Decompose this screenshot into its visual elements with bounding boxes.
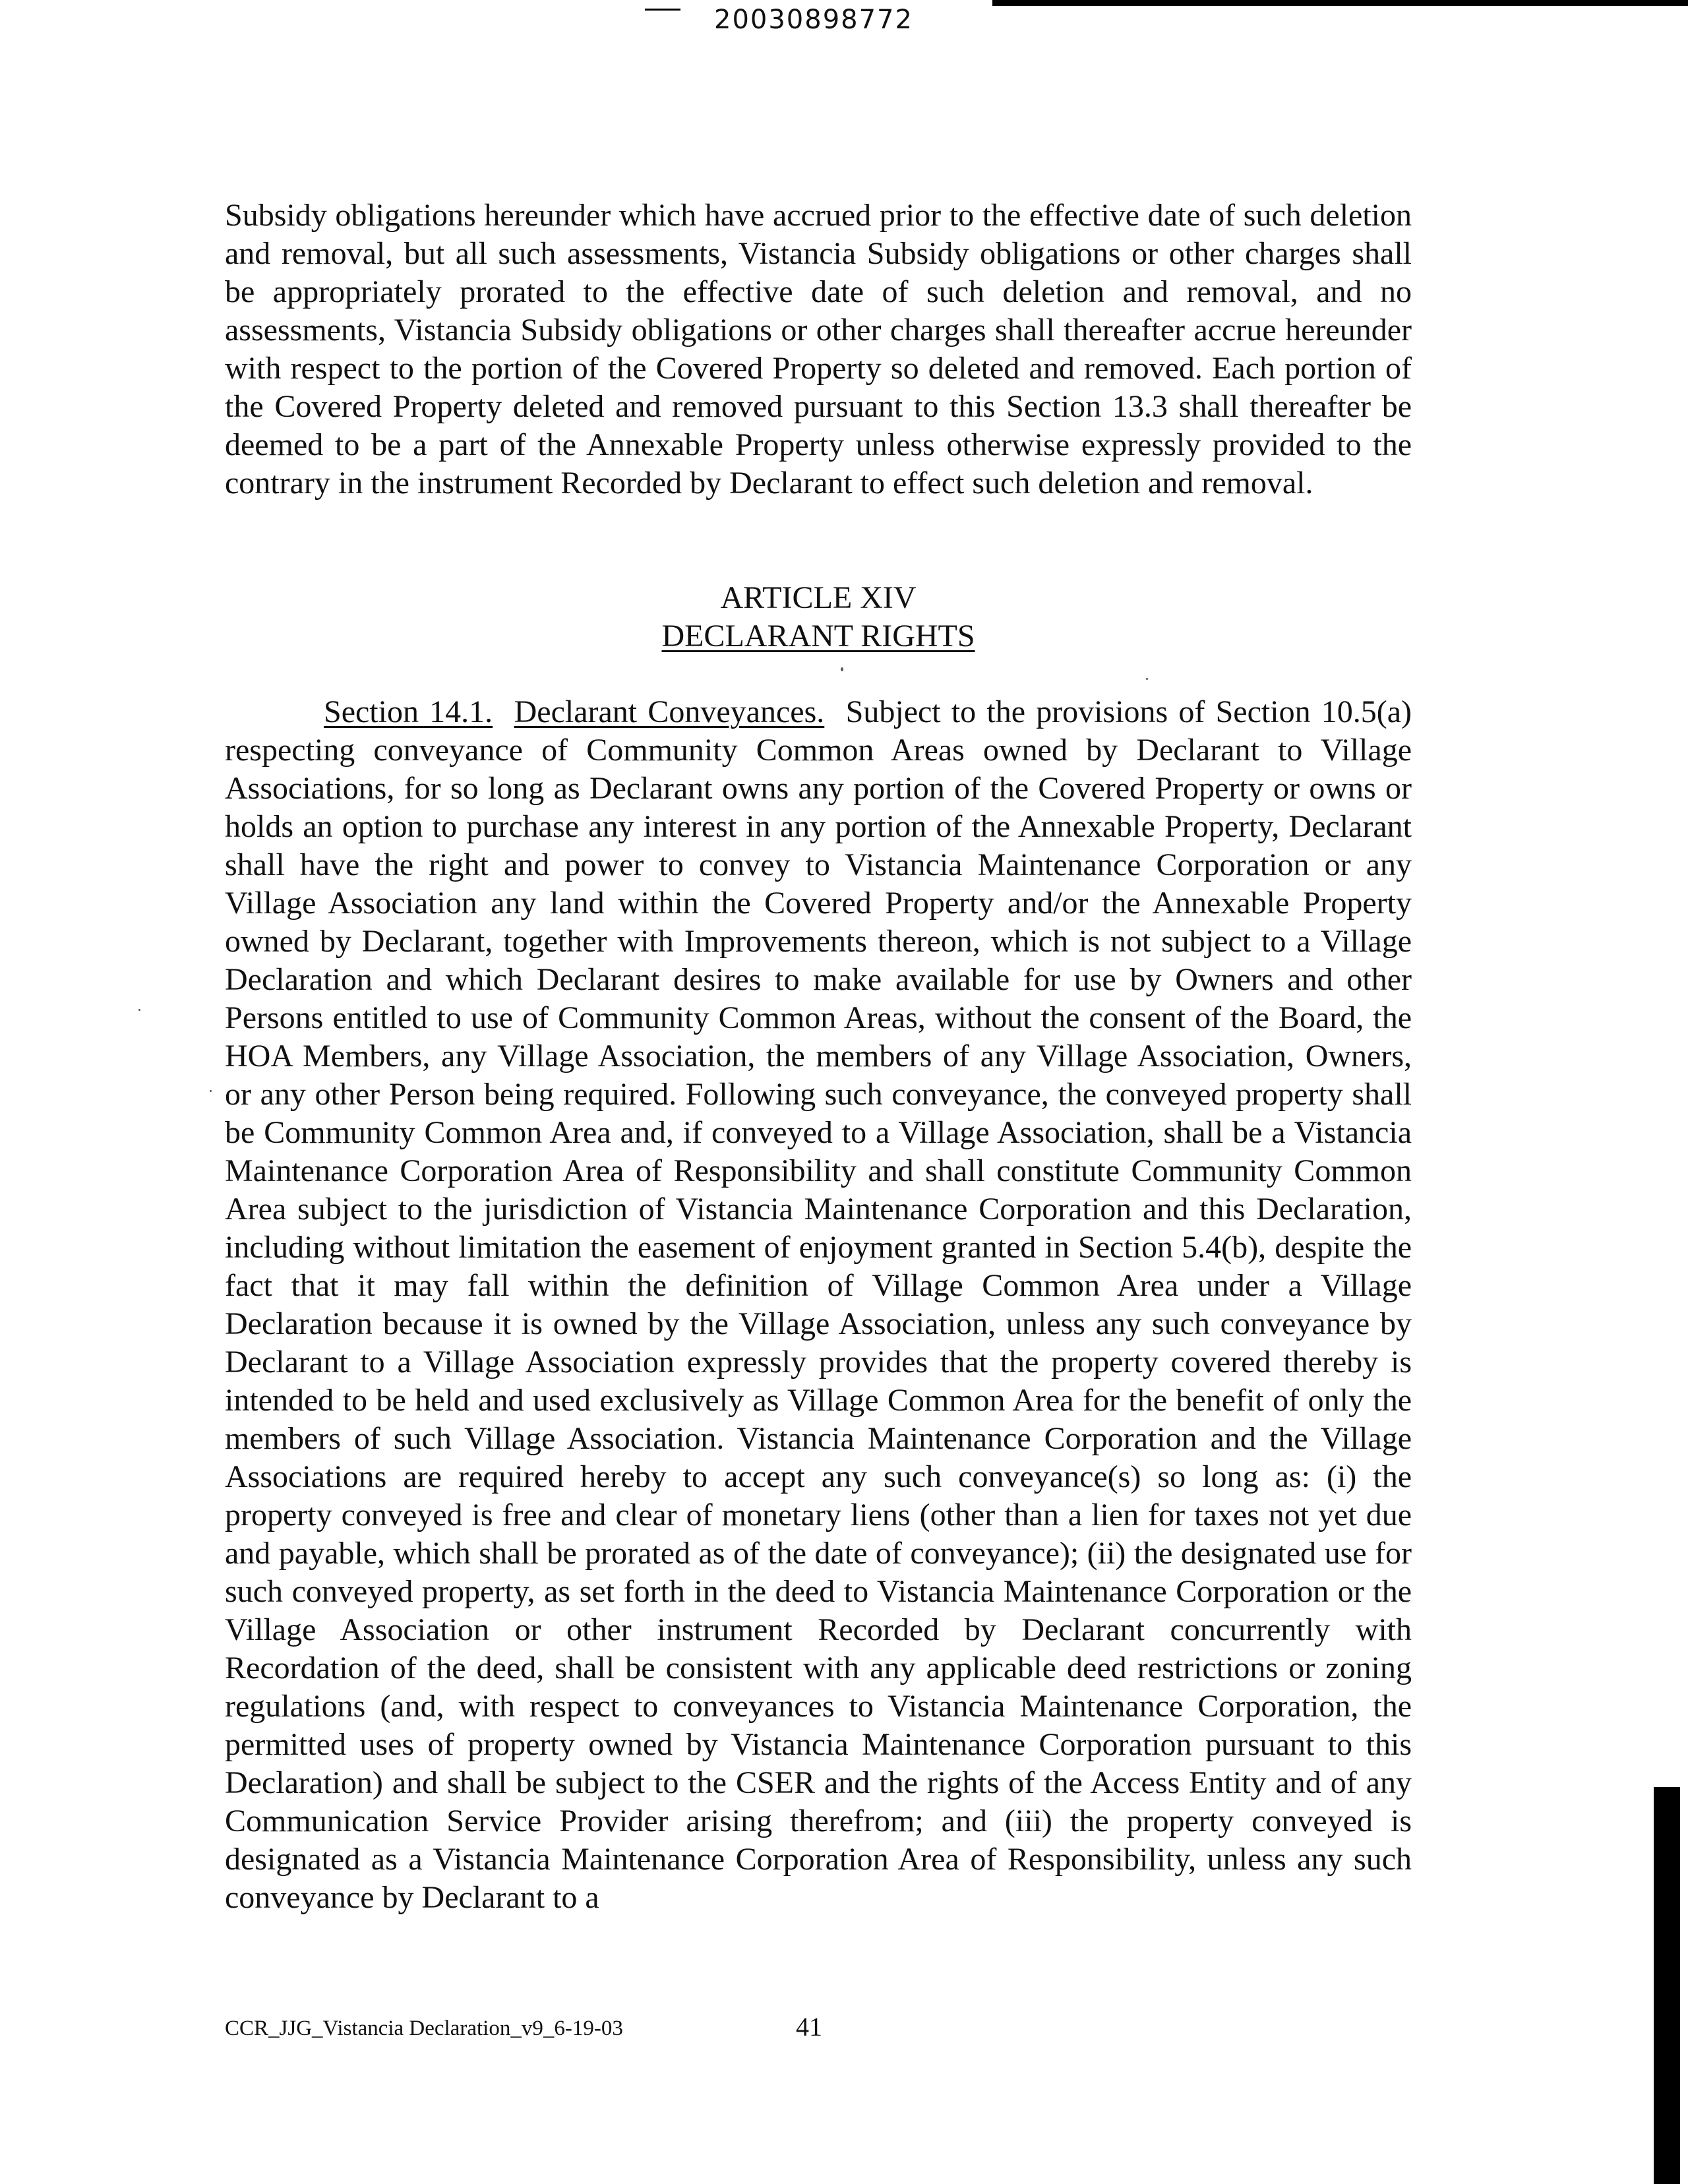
continuation-paragraph: Subsidy obligations hereunder which have accrued prior to the effective date of such deletion and removal, but all such assessments, Vistancia Subsidy obligations or other charges shall be appropriately prorated to the effective date of such deletion and removal, and no assessments, Vistancia Subsidy obligations or other charges shall thereafter accrue hereunder with respect to the portion of the Covered Property so deleted and removed. Each portion of the Covered Property deleted and removed pursuant to this Section 13.3 shall thereafter be deemed to be a part of the Annexable Property unless otherwise expressly provided to the contrary in the instrument Recorded by Declarant to effect such deletion and removal. <box>225 198 1412 501</box>
scan-speck <box>210 1090 212 1092</box>
scan-speck <box>1146 678 1148 680</box>
scan-speck <box>841 667 843 671</box>
article-number: ARTICLE XIV <box>720 580 917 615</box>
scan-speck <box>138 1009 140 1011</box>
recording-number: 20030898772 <box>714 5 913 35</box>
section-title: Declarant Conveyances. <box>514 694 825 729</box>
footer-page-number: 41 <box>796 2012 822 2042</box>
section-14-1-paragraph <box>225 693 1412 1917</box>
scan-right-edge <box>1654 1787 1680 2184</box>
footer-file-name: CCR_JJG_Vistancia Declaration_v9_6-19-03 <box>225 2017 623 2040</box>
section-text: Subject to the provisions of Section 10.5(a) respecting conveyance of Community Common Areas owned by Declarant to Village Associations, for so long as Declarant owns any portion of the Covered Property or owns or holds an option to purchase any interest in any portion of the Annexable Property, Declarant shall have the right and power to convey to Vistancia Maintenance Corporation or any Village Association any land within the Covered Property and/or the Annexable Property owned by Declarant, together with Improvements thereon, which is not subject to a Village Declaration and which Declarant desires to make available for use by Owners and other Persons entitled to use of Community Common Areas, without the consent of the Board, the HOA Members, any Village Association, the members of any Village Association, Owners, or any other Person being required. Following such conveyance, the conveyed property shall be Community Common Area and, if conveyed to a Village Association, shall be a Vistancia Maintenance Corporation Area of Responsibility and shall constitute Community Common Area subject to the jurisdiction of Vistancia Maintenance Corporation and this Declaration, including without limitation the easement of enjoyment granted in Section 5.4(b), despite the fact that it may fall within the definition of Village Common Area under a Village Declaration because it is owned by the Village Association, unless any such conveyance by Declarant to a Village Association expressly provides that the property covered thereby is intended to be held and used exclusively as Village Common Area for the benefit of only the members of such Village Association. Vistancia Maintenance Corporation and the Village Associations are required hereby to accept any such conveyance(s) so long as: (i) the property conveyed is free and clear of monetary liens (other than a lien for taxes not yet due and payable, which shall be prorated as of the date of conveyance); (ii) the designated use for such conveyed property, as set forth in the deed to Vistancia Maintenance Corporation or the Village Association or other instrument Recorded by Declarant concurrently with Recordation of the deed, shall be consistent with any applicable deed restrictions or zoning regulations (and, with respect to conveyances to Vistancia Maintenance Corporation, the permitted uses of property owned by Vistancia Maintenance Corporation pursuant to this Declaration) and shall be subject to the CSER and the rights of the Access Entity and of any Communication Service Provider arising therefrom; and (iii) the property conveyed is designated as a Vistancia Maintenance Corporation Area of Responsibility, unless any such conveyance by Declarant to a <box>225 694 1412 1915</box>
article-title: DECLARANT RIGHTS <box>661 619 975 653</box>
section-number: Section 14.1. <box>324 694 493 729</box>
scan-top-dash <box>645 9 680 11</box>
scan-top-rule <box>992 0 1688 6</box>
